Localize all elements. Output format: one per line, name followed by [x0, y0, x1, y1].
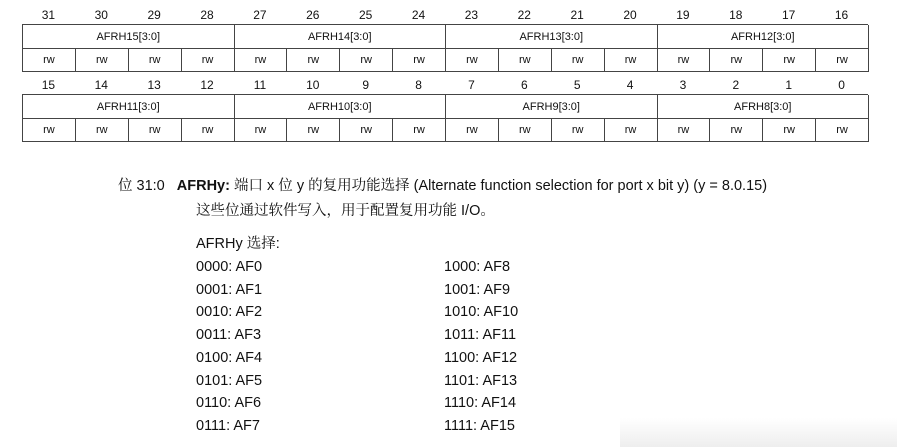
- field-afrh8: AFRH8[3:0]: [658, 95, 870, 119]
- access-type: rw: [499, 49, 552, 72]
- bit-number: 16: [834, 8, 849, 22]
- option-item: 1011: AF11: [444, 327, 517, 344]
- bit-number: 26: [306, 8, 320, 22]
- access-row-upper: [22, 49, 868, 72]
- access-type: rw: [340, 119, 393, 142]
- access-type: rw: [710, 119, 763, 142]
- access-type: rw: [340, 49, 393, 72]
- field-name-label: AFRHy:: [176, 178, 230, 194]
- option-item: 0110: AF6: [196, 395, 262, 412]
- bit-number: 1: [785, 78, 793, 92]
- field-afrh9: AFRH9[3:0]: [446, 95, 658, 119]
- bit-number: 31: [41, 8, 56, 22]
- bit-range-label: 位 31:0: [118, 178, 165, 194]
- option-item: 1000: AF8: [444, 259, 511, 275]
- access-type: rw: [23, 119, 76, 142]
- bit-number-row-upper: [22, 6, 868, 24]
- bit-number: 15: [41, 78, 56, 92]
- option-item: 1001: AF9: [444, 281, 511, 298]
- access-type: rw: [763, 49, 816, 72]
- bit-number: 5: [573, 78, 581, 92]
- bit-number: 28: [200, 8, 214, 22]
- bit-number: 21: [570, 8, 584, 22]
- option-list-left: [196, 256, 262, 438]
- option-item: 1110: AF14: [444, 395, 517, 412]
- bit-number: 12: [200, 78, 214, 92]
- bit-number: 25: [359, 8, 373, 22]
- description-header-text: 端口 x 位 y 的复用功能选择 (Alternate function selection for port x bit y) (y = 8.0.15): [233, 178, 768, 194]
- option-item: 1010: AF10: [444, 304, 519, 321]
- field-afrh13: AFRH13[3:0]: [446, 25, 658, 49]
- access-type: rw: [816, 49, 869, 72]
- bit-number: 22: [517, 8, 531, 22]
- access-type: rw: [658, 49, 711, 72]
- access-type: rw: [499, 119, 552, 142]
- bit-number: 6: [520, 78, 528, 92]
- access-type: rw: [235, 49, 288, 72]
- selection-title: AFRHy 选择:: [196, 236, 280, 252]
- option-item: 0101: AF5: [196, 372, 263, 389]
- bit-number: 23: [464, 8, 479, 22]
- access-type: rw: [129, 49, 182, 72]
- access-type: rw: [182, 49, 235, 72]
- option-item: 1101: AF13: [444, 372, 518, 389]
- access-type: rw: [605, 49, 658, 72]
- access-type: rw: [552, 49, 605, 72]
- access-type: rw: [76, 49, 129, 72]
- bit-number: 13: [147, 78, 161, 92]
- bit-number: 9: [362, 78, 370, 92]
- option-item: 1100: AF12: [444, 349, 518, 366]
- option-item: 0000: AF0: [196, 259, 263, 275]
- field-name-row-upper: [22, 24, 868, 49]
- access-type: rw: [182, 119, 235, 142]
- access-type: rw: [552, 119, 605, 142]
- bit-number: 3: [679, 78, 687, 92]
- bit-number: 14: [94, 78, 108, 92]
- access-type: rw: [235, 119, 288, 142]
- field-afrh15: AFRH15[3:0]: [23, 25, 235, 49]
- bit-number: 10: [306, 78, 320, 92]
- access-type: rw: [287, 49, 340, 72]
- bit-number: 0: [838, 78, 845, 92]
- bit-number: 20: [623, 8, 637, 22]
- description-header: [118, 176, 767, 196]
- access-type: rw: [129, 119, 182, 142]
- bit-number: 29: [147, 8, 161, 22]
- access-type: rw: [446, 119, 499, 142]
- access-type: rw: [710, 49, 763, 72]
- description-body: 这些位通过软件写入，用于配置复用功能 I/O。: [196, 203, 495, 219]
- access-type: rw: [393, 119, 446, 142]
- option-item: 0100: AF4: [196, 349, 263, 366]
- register-lower-half: [22, 76, 868, 142]
- access-type: rw: [605, 119, 658, 142]
- bottom-fade-overlay: [620, 418, 897, 447]
- field-afrh10: AFRH10[3:0]: [235, 95, 447, 119]
- field-name-row-lower: [22, 94, 868, 119]
- option-item: 0111: AF7: [196, 417, 260, 434]
- field-description: [118, 176, 768, 219]
- option-list-right: [444, 256, 518, 438]
- bit-number: 19: [676, 8, 690, 22]
- field-afrh11: AFRH11[3:0]: [23, 95, 235, 119]
- access-type: rw: [816, 119, 869, 142]
- bit-number: 7: [468, 78, 475, 92]
- register-upper-half: [22, 6, 868, 72]
- access-type: rw: [287, 119, 340, 142]
- access-type: rw: [763, 119, 816, 142]
- bit-number: 27: [253, 8, 267, 22]
- access-type: rw: [76, 119, 129, 142]
- bit-number: 8: [415, 78, 422, 92]
- bit-number: 11: [253, 78, 267, 92]
- option-item: 0011: AF3: [196, 327, 262, 344]
- field-afrh12: AFRH12[3:0]: [658, 25, 870, 49]
- bit-number: 18: [729, 8, 743, 22]
- option-item: 1111: AF15: [444, 417, 515, 434]
- bit-number-row-lower: [22, 76, 868, 94]
- bit-number: 30: [94, 8, 108, 22]
- bit-number: 2: [732, 78, 740, 92]
- access-type: rw: [446, 49, 499, 72]
- option-item: 0001: AF1: [196, 281, 263, 298]
- bit-number: 24: [411, 8, 426, 22]
- field-afrh14: AFRH14[3:0]: [235, 25, 447, 49]
- option-item: 0010: AF2: [196, 304, 263, 321]
- access-row-lower: [22, 119, 868, 142]
- bit-number: 17: [782, 8, 796, 22]
- bit-number: 4: [626, 78, 634, 92]
- access-type: rw: [658, 119, 711, 142]
- access-type: rw: [23, 49, 76, 72]
- access-type: rw: [393, 49, 446, 72]
